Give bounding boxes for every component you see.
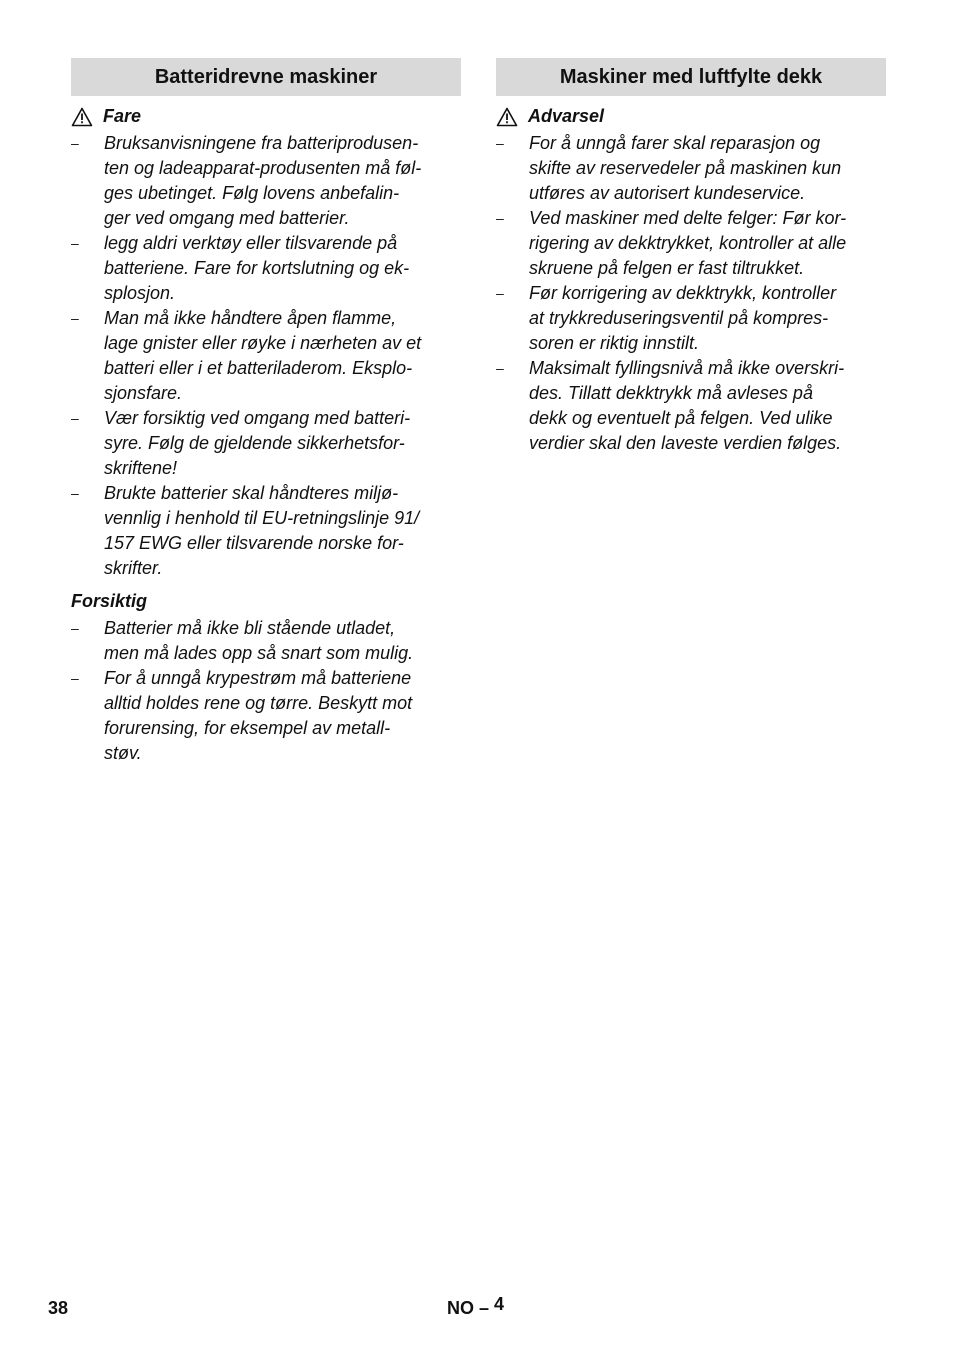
list-item — [496, 281, 886, 356]
caution-label-text: Forsiktig — [71, 591, 148, 611]
list-item-line: syre. Følg de gjeldende sikkerhetsfor- — [104, 433, 405, 453]
list-item-line: dekk og eventuelt på felgen. Ved ulike — [529, 408, 833, 428]
list-item — [71, 306, 461, 406]
section-header-battery: Batteridrevne maskiner — [71, 58, 461, 96]
warning-list-tyres — [496, 131, 886, 456]
list-item-line: Før korrigering av dekktrykk, kontroller — [529, 283, 837, 303]
right-column — [496, 58, 886, 456]
list-item-line: For å unngå krypestrøm må batteriene — [104, 668, 412, 688]
language-code: NO — [447, 1298, 474, 1318]
section-page-number: 4 — [494, 1294, 505, 1314]
list-item-line: alltid holdes rene og tørre. Beskytt mot — [104, 693, 413, 713]
list-item-line: ten og ladeapparat-produsenten må føl- — [104, 158, 422, 178]
list-item-line: Maksimalt fyllingsnivå må ikke overskri- — [529, 358, 845, 378]
footer-separator: – — [479, 1298, 490, 1318]
list-item-line: skriftene! — [104, 458, 178, 478]
list-item-line: forurensing, for eksempel av metall- — [104, 718, 391, 738]
warning-label-text: Advarsel — [528, 106, 605, 126]
list-item-line: sjonsfare. — [104, 383, 183, 403]
list-item-line: batteri eller i et batteriladerom. Eksplo- — [104, 358, 413, 378]
list-item-line: Batterier må ikke bli stående utladet, — [104, 618, 396, 638]
list-item-line: splosjon. — [104, 283, 176, 303]
list-item-line: Brukte batterier skal håndteres miljø- — [104, 483, 399, 503]
list-item — [71, 131, 461, 231]
list-item-line: at trykkreduseringsventil på kompres- — [529, 308, 829, 328]
bullet-dash: – — [71, 135, 79, 151]
list-item-line: men må lades opp så snart som mulig. — [104, 643, 414, 663]
list-item — [71, 481, 461, 581]
list-item — [71, 666, 461, 766]
list-item-line: ger ved omgang med batterier. — [104, 208, 350, 228]
list-item-line: Vær forsiktig ved omgang med batteri- — [104, 408, 411, 428]
list-item-line: støv. — [104, 743, 142, 763]
list-item-line: des. Tillatt dekktrykk må avleses på — [529, 383, 813, 403]
bullet-dash: – — [496, 360, 504, 376]
list-item-line: soren er riktig innstilt. — [529, 333, 700, 353]
caution-label-forsiktig — [71, 589, 461, 614]
warning-label-advarsel — [496, 104, 886, 129]
warning-label-text: Fare — [103, 106, 142, 126]
bullet-dash: – — [71, 410, 79, 426]
warning-label-fare — [71, 104, 461, 129]
list-item-line: skruene på felgen er fast tiltrukket. — [529, 258, 805, 278]
list-item-line: Man må ikke håndtere åpen flamme, — [104, 308, 397, 328]
list-item-line: Bruksanvisningene fra batteriprodusen- — [104, 133, 419, 153]
list-item-line: legg aldri verktøy eller tilsvarende på — [104, 233, 398, 253]
list-item — [71, 231, 461, 306]
warning-list-battery — [71, 131, 461, 581]
warning-triangle-icon — [71, 107, 93, 127]
bullet-dash: – — [71, 620, 79, 636]
list-item-line: skrifter. — [104, 558, 163, 578]
list-item-line: rigering av dekktrykket, kontroller at alle — [529, 233, 847, 253]
bullet-dash: – — [496, 285, 504, 301]
left-column — [71, 58, 461, 766]
list-item-line: utføres av autorisert kundeservice. — [529, 183, 806, 203]
bullet-dash: – — [71, 235, 79, 251]
bullet-dash: – — [496, 135, 504, 151]
list-item-line: batteriene. Fare for kortslutning og ek- — [104, 258, 410, 278]
list-item-line: vennlig i henhold til EU-retningslinje 91/ — [104, 508, 420, 528]
list-item-line: 157 EWG eller tilsvarende norske for- — [104, 533, 404, 553]
list-item-line: verdier skal den laveste verdien følges. — [529, 433, 842, 453]
bullet-dash: – — [71, 670, 79, 686]
bullet-dash: – — [496, 210, 504, 226]
caution-list-battery — [71, 616, 461, 766]
footer-language-page — [447, 1294, 505, 1319]
section-header-tyres: Maskiner med luftfylte dekk — [496, 58, 886, 96]
list-item — [496, 356, 886, 456]
list-item — [496, 131, 886, 206]
list-item-line: For å unngå farer skal reparasjon og — [529, 133, 821, 153]
list-item — [71, 406, 461, 481]
list-item-line: Ved maskiner med delte felger: Før kor- — [529, 208, 847, 228]
page-number: 38 — [48, 1298, 69, 1318]
list-item — [496, 206, 886, 281]
warning-triangle-icon — [496, 107, 518, 127]
list-item-line: ges ubetinget. Følg lovens anbefalin- — [104, 183, 400, 203]
list-item-line: skifte av reservedeler på maskinen kun — [529, 158, 842, 178]
bullet-dash: – — [71, 310, 79, 326]
list-item — [71, 616, 461, 666]
list-item-line: lage gnister eller røyke i nærheten av et — [104, 333, 422, 353]
bullet-dash: – — [71, 485, 79, 501]
